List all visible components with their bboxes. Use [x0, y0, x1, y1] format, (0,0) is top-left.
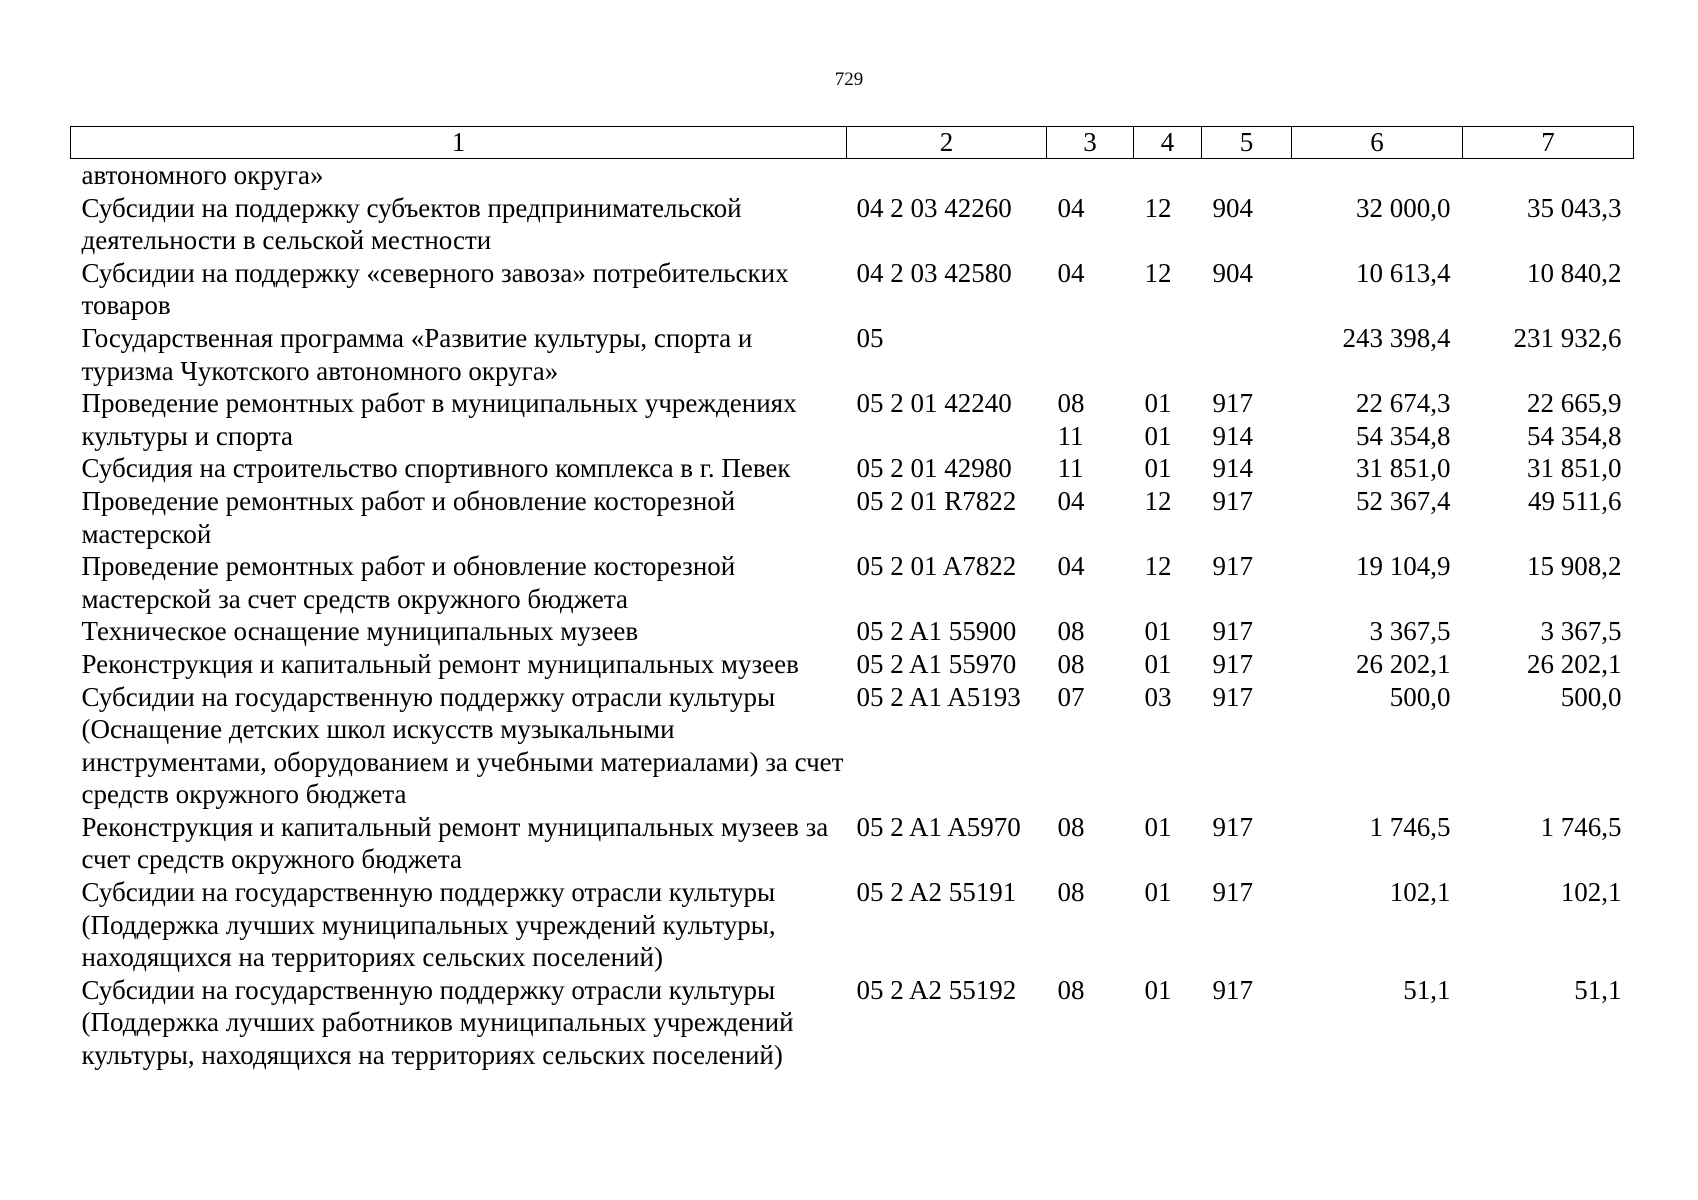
row-amount-1-cell: 10 613,4 — [1356, 257, 1451, 288]
row-subsection-cell: 01 — [1144, 648, 1172, 679]
table-row — [71, 322, 1634, 387]
row-subsection-cell: 12 — [1144, 257, 1172, 288]
row-section-cell: 04 — [1057, 257, 1085, 288]
row-admin-code-cell: 917 — [1212, 877, 1253, 908]
row-subsection-cell: 03 — [1144, 681, 1172, 712]
row-admin-code-cell: 914 — [1212, 453, 1253, 484]
row-amount-1-cell: 32 000,0 — [1356, 192, 1451, 223]
row-admin-code-cell: 904 — [1212, 192, 1253, 223]
row-code-cell: 05 2 A1 55900 — [856, 616, 1017, 647]
row-code-cell: 04 2 03 42580 — [856, 257, 1012, 288]
row-amount-2-cell: 35 043,3 — [1527, 192, 1622, 223]
row-section-cell: 04 — [1057, 551, 1085, 582]
row-section-cell: 08 — [1057, 616, 1085, 647]
row-section-cell — [1047, 322, 1134, 387]
row-section-cell: 08 — [1057, 811, 1085, 842]
row-section-cell: 04 — [1057, 192, 1085, 223]
row-subsection-cell: 01 — [1144, 974, 1172, 1005]
column-header-7: 7 — [1463, 127, 1634, 159]
table-row — [71, 648, 1634, 681]
row-name-cell: Проведение ремонтных работ в муниципальных учреждениях — [81, 388, 797, 419]
row-name-cell: Проведение ремонтных работ и обновление косторезной мастерской за счет средств окружного бюджета — [81, 551, 736, 614]
row-subsection-cell: 01 — [1144, 877, 1172, 908]
row-name-cell: Субсидии на государственную поддержку отрасли культуры (Оснащение детских школ искусств музыкальными инструментами, оборудованием и учебными материалами) за счет средств окружного бюджета — [81, 681, 844, 810]
table-row — [71, 615, 1634, 648]
row-amount-2-cell: 15 908,2 — [1527, 551, 1622, 582]
row-admin-code-cell — [1202, 322, 1292, 387]
budget-table — [70, 126, 1634, 1072]
row-subsection-cell: 12 — [1144, 192, 1172, 223]
table-row — [71, 387, 1634, 420]
table-row — [71, 681, 1634, 811]
row-admin-code-cell: 917 — [1212, 616, 1253, 647]
row-admin-code-cell: 917 — [1212, 485, 1253, 516]
table-body — [71, 159, 1634, 1072]
table-row — [71, 257, 1634, 322]
row-amount-1-cell: 51,1 — [1403, 974, 1451, 1005]
row-name-cell: Государственная программа «Развитие культуры, спорта и туризма Чукотского автономного округа» — [81, 322, 753, 386]
row-code-cell: 05 2 A1 55970 — [856, 648, 1017, 679]
row-amount-1-cell: 26 202,1 — [1356, 648, 1451, 679]
row-section-cell: 08 — [1057, 648, 1085, 679]
row-subsection-cell: 12 — [1144, 551, 1172, 582]
row-amount-1-cell — [1292, 159, 1463, 192]
table-header-row — [71, 127, 1634, 159]
table-row — [71, 974, 1634, 1072]
row-amount-2-cell: 22 665,9 — [1527, 388, 1622, 419]
row-admin-code-cell: 917 — [1212, 974, 1253, 1005]
table-row — [71, 420, 1634, 453]
row-name-cell: культуры и спорта — [81, 420, 294, 451]
row-code-cell — [847, 420, 1047, 453]
row-name-cell: Субсидии на поддержку субъектов предпринимательской деятельности в сельской местности — [81, 192, 742, 256]
row-section-cell: 04 — [1057, 485, 1085, 516]
row-admin-code-cell: 917 — [1212, 648, 1253, 679]
row-amount-1-cell: 102,1 — [1389, 877, 1451, 908]
row-subsection-cell: 01 — [1144, 388, 1172, 419]
row-subsection-cell: 01 — [1144, 453, 1172, 484]
row-admin-code-cell — [1202, 159, 1292, 192]
row-name-cell: автономного округа» — [81, 160, 324, 190]
row-name-cell: Субсидия на строительство спортивного комплекса в г. Певек — [81, 453, 791, 484]
row-code-cell: 05 2 A2 55191 — [856, 877, 1017, 908]
column-header-4: 4 — [1134, 127, 1202, 159]
row-amount-2-cell: 500,0 — [1560, 681, 1622, 712]
row-section-cell: 08 — [1057, 877, 1085, 908]
row-amount-1-cell: 1 746,5 — [1369, 811, 1451, 842]
row-code-cell: 05 2 A2 55192 — [856, 974, 1017, 1005]
table-row — [71, 811, 1634, 876]
column-header-2: 2 — [847, 127, 1047, 159]
row-section-cell: 08 — [1057, 974, 1085, 1005]
row-code-cell: 05 2 01 42980 — [856, 453, 1012, 484]
row-amount-1-cell: 3 367,5 — [1369, 616, 1451, 647]
row-amount-2-cell: 102,1 — [1560, 877, 1622, 908]
row-admin-code-cell: 917 — [1212, 681, 1253, 712]
row-amount-2-cell: 51,1 — [1574, 974, 1622, 1005]
row-name-cell: Проведение ремонтных работ и обновление косторезной мастерской — [81, 485, 736, 549]
row-section-cell: 11 — [1057, 453, 1084, 484]
table-row — [71, 876, 1634, 974]
table-row — [71, 192, 1634, 257]
table-row — [71, 550, 1634, 615]
row-subsection-cell: 01 — [1144, 616, 1172, 647]
row-code-cell: 05 2 01 A7822 — [856, 551, 1017, 582]
row-code-cell — [847, 159, 1047, 192]
row-section-cell — [1047, 159, 1134, 192]
row-code-cell: 05 2 A1 A5193 — [856, 681, 1021, 712]
row-amount-1-cell: 22 674,3 — [1356, 388, 1451, 419]
column-header-3: 3 — [1047, 127, 1134, 159]
row-section-cell: 07 — [1057, 681, 1085, 712]
row-name-cell: Реконструкция и капитальный ремонт муниципальных музеев за счет средств окружного бюджета — [81, 811, 829, 875]
row-admin-code-cell: 917 — [1212, 551, 1253, 582]
row-amount-2-cell: 54 354,8 — [1527, 420, 1622, 451]
row-amount-1-cell: 54 354,8 — [1356, 420, 1451, 451]
row-subsection-cell — [1134, 322, 1202, 387]
row-code-cell: 05 — [856, 322, 884, 353]
row-subsection-cell — [1134, 159, 1202, 192]
table-row — [71, 485, 1634, 550]
row-amount-2-cell: 1 746,5 — [1540, 811, 1622, 842]
row-code-cell: 05 2 01 42240 — [856, 388, 1012, 419]
page-number: 729 — [834, 69, 864, 90]
row-subsection-cell: 12 — [1144, 485, 1172, 516]
row-amount-2-cell: 10 840,2 — [1527, 257, 1622, 288]
row-section-cell: 08 — [1057, 388, 1085, 419]
table-row — [71, 159, 1634, 192]
row-amount-1-cell: 19 104,9 — [1356, 551, 1451, 582]
row-amount-2-cell — [1463, 159, 1634, 192]
row-name-cell: Реконструкция и капитальный ремонт муниципальных музеев — [81, 648, 799, 679]
column-header-1: 1 — [71, 127, 847, 159]
column-header-6: 6 — [1292, 127, 1463, 159]
row-amount-1-cell: 243 398,4 — [1342, 322, 1451, 353]
row-admin-code-cell: 914 — [1212, 420, 1253, 451]
row-amount-1-cell: 31 851,0 — [1356, 453, 1451, 484]
row-name-cell: Субсидии на государственную поддержку отрасли культуры (Поддержка лучших муниципальных учреждений культуры, находящихся на территориях сельских поселений) — [81, 877, 776, 973]
row-code-cell: 05 2 01 R7822 — [856, 485, 1017, 516]
column-header-5: 5 — [1202, 127, 1292, 159]
row-amount-1-cell: 500,0 — [1389, 681, 1451, 712]
row-amount-2-cell: 31 851,0 — [1527, 453, 1622, 484]
row-amount-2-cell: 26 202,1 — [1527, 648, 1622, 679]
row-admin-code-cell: 917 — [1212, 388, 1253, 419]
row-amount-2-cell: 3 367,5 — [1540, 616, 1622, 647]
row-name-cell: Техническое оснащение муниципальных музеев — [81, 616, 639, 647]
table-row — [71, 452, 1634, 485]
row-section-cell: 11 — [1057, 420, 1084, 451]
row-subsection-cell: 01 — [1144, 811, 1172, 842]
row-amount-2-cell: 49 511,6 — [1528, 485, 1622, 516]
row-subsection-cell: 01 — [1144, 420, 1172, 451]
row-code-cell: 04 2 03 42260 — [856, 192, 1012, 223]
row-name-cell: Субсидии на поддержку «северного завоза» потребительских товаров — [81, 257, 789, 321]
row-code-cell: 05 2 A1 A5970 — [856, 811, 1021, 842]
row-amount-1-cell: 52 367,4 — [1356, 485, 1451, 516]
row-amount-2-cell: 231 932,6 — [1513, 322, 1622, 353]
row-admin-code-cell: 917 — [1212, 811, 1253, 842]
row-name-cell: Субсидии на государственную поддержку отрасли культуры (Поддержка лучших работников муниципальных учреждений культуры, находящихся на территориях сельских поселений) — [81, 974, 794, 1071]
row-admin-code-cell: 904 — [1212, 257, 1253, 288]
